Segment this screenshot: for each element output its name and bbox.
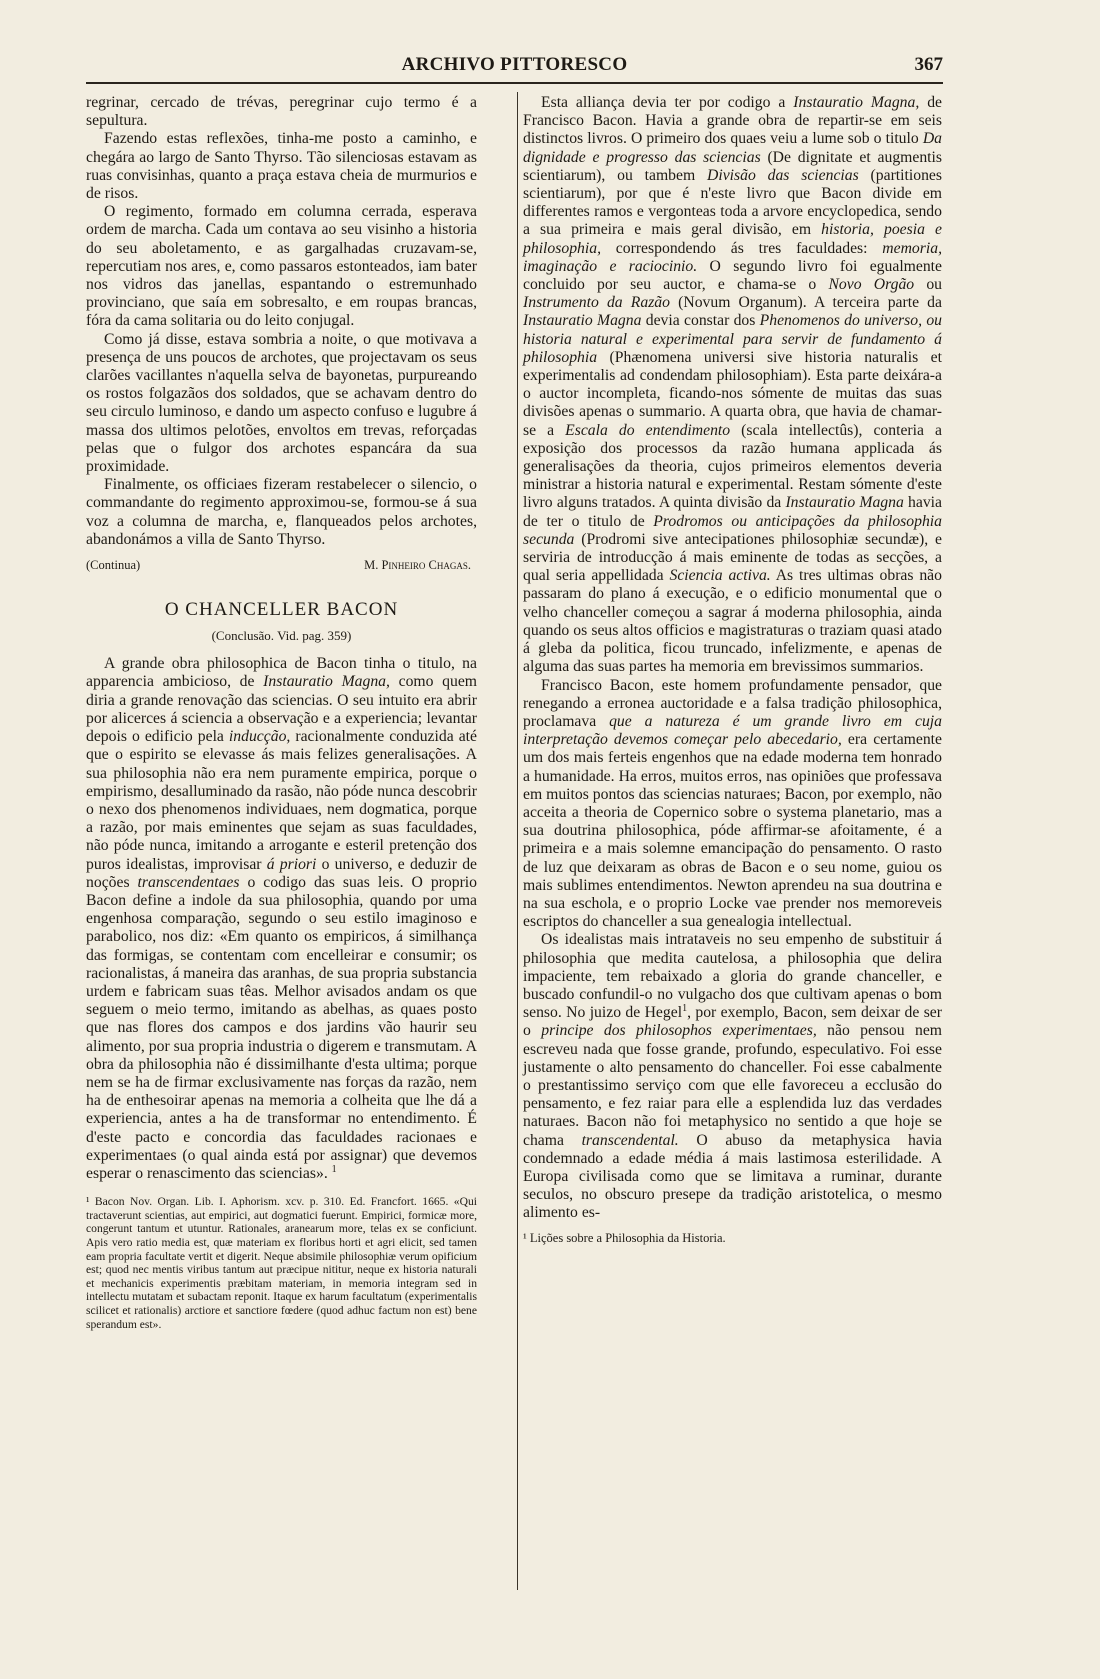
italic-run: que a natureza é um grande livro em cuja interpretação devemos começar pelo abecedario,	[523, 712, 943, 749]
text-run: ou	[914, 276, 943, 294]
italic-run: inducção,	[228, 728, 291, 746]
italic-run: transcendentaes	[137, 873, 240, 891]
paragraph: O regimento, formado em columna cerrada, esperava ordem de marcha. Cada um contava ao seu visinho a historia do seu aboletamento, e as gargalhadas cruzavam-se, repercutiam nos ares, e, como passaros estonteados, iam bater nos vidros das janellas, espantando o estremunhado provinciano, que saía em sobresalto, e em roupas brancas, fóra da cama solitaria ou do leito conjugal.	[86, 203, 477, 330]
italic-run: memoria, imaginação e raciocinio.	[523, 239, 942, 275]
text-run: racionalmente conduzida até que o espirito se elevasse ás mais felizes generalisações. A sua philosophia não era nem puramente empirica, porque o empirismo, desalluminado da rasão, não póde nunca descobrir o nexo dos phenomenos individuaes, nem dogmatica, porque a razão, por mais eminentes que sejam as suas faculdades, não póde nunca, imitando a arrogante e esteril pretenção dos puros idealistas, improvisar	[86, 728, 477, 873]
text-run: era certamente um dos mais ferteis engenhos que na edade moderna tem honrado a humanidade. Ha erros, muitos erros, nas opiniões que professava em muitos pontos das sciencias naturaes; Bacon, por exemplo, não acceita a theoria de Copernico sobre o systema planetario, mas a sua doutrina philosophica, póde affirmar-se afoitamente, é a primeira e a mais solemne emancipação do pensamento. O rasto de luz que deixaram as obras de Bacon e o seu nome, guiou os mais sublimes entendimentos. Newton aprendeu na sua doutrina e na sua eschola, e o proprio Locke vae prender nos memoreveis escriptos do chanceller a sua genealogia intellectual.	[523, 731, 942, 931]
right-column	[523, 94, 942, 1246]
italic-run: Phenomenos do universo, ou historia natural e experimental para servir de fundamento á philosophia	[523, 312, 943, 366]
paragraph: regrinar, cercado de trévas, peregrinar cujo termo é a sepultura.	[86, 94, 477, 130]
text-run: As tres ultimas obras não passaram do plano á execução, e o edificio monumental que o velho chanceller começou a sagrar á moderna philosophia, ainda quando os seus altos officios e magistraturas o traziam quasi atado á gleba da politica, ficou truncado, infelizmente, e apenas de alguma das suas partes ha memoria em brevissimos summarios.	[523, 567, 942, 676]
italic-run: Prodromos ou anticipações da philosophia secunda	[523, 512, 943, 548]
text-run: o codigo das suas leis. O proprio Bacon define a indole da sua philosophia, quando por uma engenhosa comparação, segundo o seu estilo imaginoso e parabolico, nos diz: «Em quanto os empiricos, á similhança das formigas, se contentam com encelleirar e consumir; os racionalistas, á maneira das aranhas, de sua propria substancia urdem e fabricam suas têas. Melhor avisados andam os que seguem o meio termo, imitando as abelhas, as quaes posto que nas flores dos campos e dos jardins vão haurir seu alimento, por sua propria industria o digerem e transmutam. A obra da philosophia não é dissimilhante d'esta ultima; porque nem se ha de firmar exclusivamente nas forças da razão, nem ha de enthesoirar apenas na memoria a colheita que lhe dá a experiencia, antes a ha de transformar no entendimento. É d'este pacto e concordia das faculdades racionaes e experimentaes (o qual ainda está por assignar) que devemos esperar o renascimento das sciencias».	[86, 873, 478, 1182]
text-run: Esta alliança devia ter por codigo a	[541, 94, 794, 111]
text-run: A grande obra philosophica de Bacon tinha o titulo, na apparencia ambicioso, de	[86, 655, 477, 691]
column-divider	[517, 92, 518, 1590]
text-run: correspondendo ás tres faculdades:	[601, 239, 883, 257]
page-number: 367	[914, 54, 943, 75]
footnote: ¹ Lições sobre a Philosophia da Historia.	[523, 1230, 726, 1245]
italic-run: Instauratio Magna	[785, 494, 904, 512]
text-run: , por exemplo, Bacon, sem deixar de ser o	[523, 1004, 942, 1040]
continua-label: (Continua)	[86, 558, 141, 573]
italic-run: Sciencia activa.	[669, 567, 771, 585]
text-run: (Phænomena universi sive historia naturalis et experimentalis ad condendam philosophiam). Esta parte deixára-a o auctor incompleta, ficando-nos sómente de muitas das suas divisões apenas o summario. A quarta obra, que havia de chamar-se a	[523, 348, 942, 439]
text-run: devia constar dos	[641, 312, 760, 330]
article-title: O CHANCELLER BACON	[164, 599, 399, 621]
left-column	[86, 94, 477, 1331]
paragraph: Fazendo estas reflexões, tinha-me posto a caminho, e chegára ao largo de Santo Thyrso. Tão silenciosas estavam as ruas convisinhas, quanto a praça estava cheia de murmurios e de risos.	[86, 130, 477, 203]
italic-run: Instrumento da Razão	[523, 294, 670, 312]
paragraph: Finalmente, os officiaes fizeram restabelecer o silencio, o commandante do regimento approximou-se, formou-se á sua voz a columna de marcha, e, flanqueados pelos archotes, abandonámos a villa de Santo Thyrso.	[86, 476, 477, 548]
text-run: como quem diria a grande renovação das sciencias. O seu intuito era abrir por alicerces á sciencia a observação e a experiencia; levantar depois o edificio pela	[86, 673, 478, 746]
publication-title: ARCHIVO PITTORESCO	[401, 54, 628, 75]
footnote-marker: 1	[331, 1163, 337, 1175]
text-run: havia de ter o titulo de	[523, 494, 942, 530]
text-run: O abuso da metaphysica havia condemnado a edade média á mais lastimosa esterilidade. A Europa civilisada como que se limitava a ruminar, durante seculos, no obscuro presepe da tradição aristotelica, o mesmo alimento es-	[523, 1131, 942, 1222]
text-run: (Novum Organum). A terceira parte da	[670, 294, 942, 312]
italic-run: historia, poesia e philosophia,	[523, 221, 942, 257]
italic-run: á priori	[266, 855, 317, 873]
italic-run: Divisão das sciencias	[707, 166, 859, 184]
article-paragraph	[523, 94, 942, 677]
text-run: (scala intellectûs), conteria a exposição dos processos da razão humana applicada ás generalisações da theoria, cujos primeiros elementos deveria ministrar a historia natural e experimental. Restam sómente d'este livro alguns tratados. A quinta divisão da	[523, 421, 942, 512]
italic-run: Instauratio Magna	[523, 312, 642, 330]
footnote-marker: 1	[682, 1002, 688, 1014]
author-initial: M.	[364, 558, 379, 573]
text-run: não pensou nem escreveu nada que fosse grande, profundo, especulativo. Foi esse justamente o alto pensamento do chanceller. Foi esse cabalmente o prestantissimo serviço com que elle favoreceu a ecclusão do pensamento, e fez raiar para elle a esplendida luz das verdades naturaes. Bacon não foi metaphysico no sentido a que hoje se chama	[523, 1022, 942, 1149]
article-paragraph	[523, 931, 942, 1222]
page-header	[86, 52, 943, 84]
italic-run: Instauratio Magna,	[263, 673, 390, 691]
article-paragraph	[523, 677, 942, 932]
italic-run: Escala do entendimento	[565, 421, 731, 439]
author	[364, 557, 471, 573]
paragraph: Como já disse, estava sombria a noite, o que motivava a presença de uns poucos de archotes, que projectavam os seus clarões vacillantes n'aquella selva de bayonetas, purpureando os rostos folgazãos dos soldados, que se achavam dentro do seu circulo luminoso, e dando um aspecto confuso e lugubre á massa dos ultimos pelotões, envoltos em trevas, reforçadas pelas que o fulgor dos archotes espancára da sua proximidade.	[86, 330, 477, 476]
article-paragraph	[86, 655, 477, 1183]
author-name: Pinheiro Chagas.	[381, 558, 471, 573]
italic-run: transcendental.	[581, 1131, 679, 1149]
article-subtitle: (Conclusão. Vid. pag. 359)	[211, 628, 352, 644]
text-run: o universo, e deduzir de noções	[86, 855, 478, 891]
text-run: de Francisco Bacon. Havia a grande obra de repartir-se em seis distinctos livros. O primeiro dos quaes veiu a lume sob o titulo	[523, 94, 943, 148]
text-run: Os idealistas mais intrataveis no seu empenho de substituir á philosophia que medita cautelosa, a philosophia que delira impaciente, tem rebaixado a gloria do grande chanceller, e buscado confundil-o no vulgacho dos que cultivam apenas o bom senso. No juizo de Hegel	[523, 931, 942, 1022]
text-run: O segundo livro foi egualmente concluido por seu auctor, e chama-se o	[523, 257, 943, 294]
italic-run: Instauratio Magna,	[793, 94, 920, 111]
continuation-signature	[86, 557, 477, 573]
text-run: (De dignitate et augmentis scientiarum), ou tambem	[523, 148, 942, 184]
italic-run: principe dos philosophos experimentaes,	[541, 1022, 817, 1040]
text-run: Francisco Bacon, este homem profundamente pensador, que renegando a erronea auctoridade e a falsa tradição philosophica, proclamava	[523, 676, 942, 730]
italic-run: Da dignidade e progresso das sciencias	[523, 130, 942, 166]
text-run: (partitiones scientiarum), por que é n'este livro que Bacon divide em differentes ramos e vergonteas toda a arvore encyclopedica, sendo a sua primeira e mais geral divisão, em	[523, 166, 942, 239]
italic-run: Novo Orgão	[828, 276, 915, 294]
text-run: (Prodromi sive antecipationes philosophiæ secundæ), e serviria de introducção á mais eminente de todas as secções, a qual seria appellidada	[523, 530, 942, 585]
footnote: ¹ Bacon Nov. Organ. Lib. I. Aphorism. xcv. p. 310. Ed. Francfort. 1665. «Qui tractaverunt scientias, aut empirici, aut dogmatici fuerunt. Empirici, formicæ more, congerunt tantum et utuntur. Rationales, aranearum more, telas ex se conficiunt. Apis vero ratio media est, quæ materiam ex floribus horti et agri elicit, sed tamen eam propria facultate vertit et digerit. Neque absimile philosophiæ verum opificium est; quod nec mentis viribus tantum aut præcipue nititur, neque ex historia naturali et mechanicis experimentis præbitam materiam, in memoria integram sed in intellectu mutatam et subactam reponit. Itaque ex harum facultatum (experimentalis scilicet et rationalis) arctiore et sanctiore fœdere (quod adhuc factum non est) bene sperandum est».	[86, 1195, 477, 1331]
